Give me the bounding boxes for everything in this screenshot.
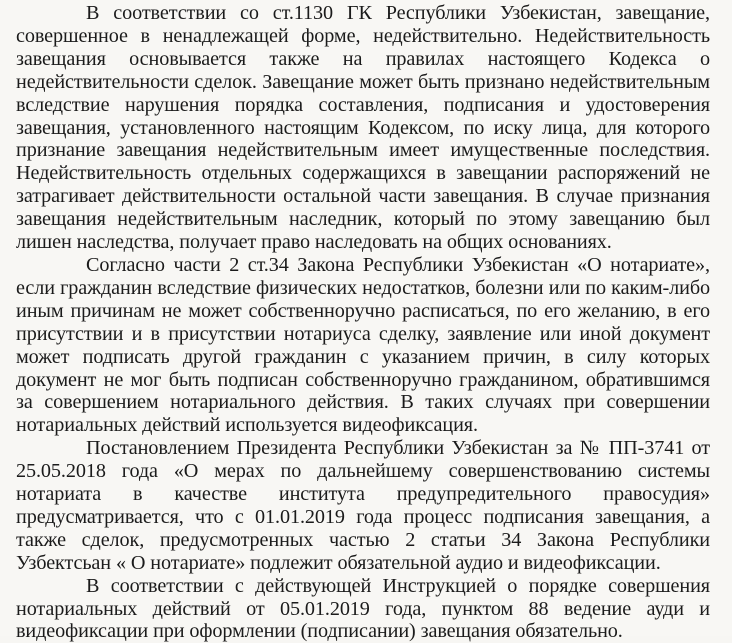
paragraph-instruction-videofixation: В соответствии с действующей Инструкцией о порядке совершения нотариальных действий от 05.01.2019 года, пунктом 88 ведение ауди и видеофиксации при оформлении (подписании) завещания обязательно. bbox=[16, 574, 710, 643]
paragraph-will-invalidity: В соответствии со ст.1130 ГК Республики Узбекистан, завещание, совершенное в ненадлежащей форме, недействительно. Недействительность завещания основывается также на правилах настоящего Кодекса о недействительности сделок. Завещание может быть признано недействительным вследствие нарушения порядка составления, подписания и удостоверения завещания, установленного настоящим Кодексом, по иску лица, для которого признание завещания недействительным имеет имущественные последствия. Недействительность отдельных содержащихся в завещании распоряжений не затрагивает действительности остальной части завещания. В случае признания завещания недействительным наследник, который по этому завещанию был лишен наследства, получает право наследовать на общих основаниях. bbox=[16, 2, 710, 254]
paragraph-presidential-decree: Постановлением Президента Республики Узбекистан за № ПП-3741 от 25.05.2018 года «О мерах по дальнейшему совершенствованию системы нотариата в качестве института предупредительного правосудия» предусматривается, что с 01.01.2019 года процесс подписания завещания, а также сделок, предусмотренных частью 2 статьи 34 Закона Республики Узбектсьан « О нотариате» подлежит обязательной аудио и видеофиксации. bbox=[16, 437, 710, 574]
paragraph-notary-law-signature: Согласно части 2 ст.34 Закона Республики Узбекистан «О нотариате», если гражданин вследствие физических недостатков, болезни или по каким-либо иным причинам не может собственноручно расписаться, по его желанию, в его присутствии и в присутствии нотариуса сделку, заявление или иной документ может подписать другой гражданин с указанием причин, в силу которых документ не мог быть подписан собственноручно гражданином, обратившимся за совершением нотариального действия. В таких случаях при совершении нотариальных действий используется видеофиксация. bbox=[16, 253, 710, 437]
document-body bbox=[16, 2, 710, 643]
